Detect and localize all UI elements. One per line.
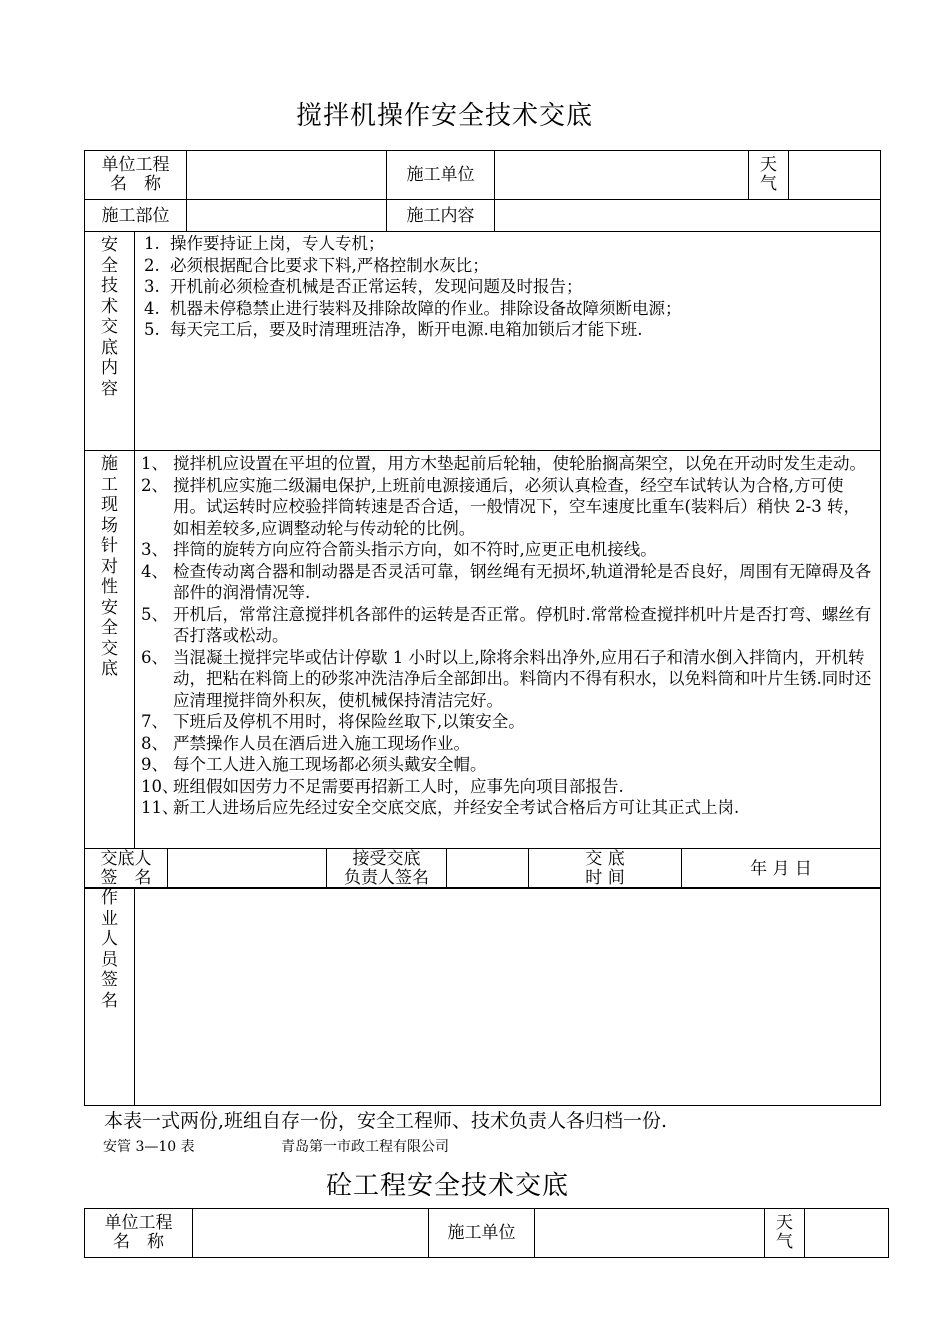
site-item: 7、 下班后及停机不用时，将保险丝取下,以策安全。 xyxy=(141,712,525,731)
content-label: 施工内容 xyxy=(387,200,495,232)
unit-name-label: 单位工程 名 称 xyxy=(85,151,187,200)
site-content xyxy=(135,451,881,849)
discloser-signature[interactable] xyxy=(168,849,327,889)
signature-table xyxy=(84,848,881,889)
document-title-2: 砼工程安全技术交底 xyxy=(326,1171,570,1201)
part-value[interactable] xyxy=(187,200,387,232)
weather-value[interactable] xyxy=(789,151,881,200)
header-table-2 xyxy=(84,1208,889,1258)
builder-label-2: 施工单位 xyxy=(429,1209,535,1258)
site-item: 11、 新工人进场后应先经过安全交底交底，并经安全考试合格后方可让其正式上岗. xyxy=(141,798,740,817)
unit-name-value[interactable] xyxy=(187,151,387,200)
site-item: 2、 搅拌机应实施二级漏电保护,上班前电源接通后，必须认真检查，经空车试转认为合格,方可使用。试运转时应校验拌筒转速是否合适，一般情况下，空车速度比重车(装料后）稍快 2-3 转，如相差较多,应调整动轮与传动轮的比例。 xyxy=(141,475,860,538)
part-label: 施工部位 xyxy=(85,200,187,232)
discloser-label: 交底人 签 名 xyxy=(85,849,168,889)
safety-label: 安全技术交底内容 xyxy=(85,232,135,451)
date-value[interactable]: 年 月 日 xyxy=(682,849,881,889)
site-item: 6、 当混凝土搅拌完毕或估计停歇 1 小时以上,除将余料出净外,应用石子和清水倒入拌筒内，开机转动，把粘在料筒上的砂浆冲洗洁净后全部卸出。料筒内不得有积水，以免料筒和叶片生锈.同时还应清理搅拌筒外积灰，使机械保持清洁完好。 xyxy=(141,647,872,710)
header-table xyxy=(84,150,881,232)
site-item: 1、 搅拌机应设置在平坦的位置，用方木垫起前后轮轴，使轮胎搁高架空，以免在开动时发生走动。 xyxy=(141,454,866,473)
time-label: 交 底 时 间 xyxy=(529,849,682,889)
site-item: 9、 每个工人进入施工现场都必须头戴安全帽。 xyxy=(141,755,487,774)
builder-value-2[interactable] xyxy=(535,1209,765,1258)
site-item: 10、 班组假如因劳力不足需要再招新工人时，应事先向项目部报告. xyxy=(141,776,624,796)
document-title: 搅拌机操作安全技术交底 xyxy=(296,101,594,131)
unit-name-value-2[interactable] xyxy=(193,1209,429,1258)
safety-item: 3. 开机前必须检查机械是否正常运转，发现问题及时报告； xyxy=(144,277,583,296)
workers-label: 作业人员签名 xyxy=(85,888,135,1106)
form-code: 安管 3—10 表 xyxy=(103,1139,195,1155)
weather-value-2[interactable] xyxy=(805,1209,889,1258)
weather-label-2: 天 气 xyxy=(765,1209,805,1258)
safety-content xyxy=(135,232,881,451)
builder-label: 施工单位 xyxy=(387,151,495,200)
site-item: 4、 检查传动离合器和制动器是否灵活可靠，钢丝绳有无损坏,轨道滑轮是否良好，周围有无障碍及各部件的润滑情况等. xyxy=(141,561,872,602)
body-table xyxy=(84,231,881,849)
safety-item: 4. 机器未停稳禁止进行装料及排除故障的作业。排除设备故障须断电源； xyxy=(144,298,682,318)
site-label: 施工现场针对性安全交底 xyxy=(85,451,135,849)
site-item: 5、 开机后，常常注意搅拌机各部件的运转是否正常。停机时.常常检查搅拌机叶片是否打弯、螺丝有否打落或松动。 xyxy=(141,604,872,645)
safety-item: 2. 必须根据配合比要求下料,严格控制水灰比； xyxy=(144,255,489,275)
site-item: 3、 拌筒的旋转方向应符合箭头指示方向，如不符时,应更正电机接线。 xyxy=(141,540,657,559)
builder-value[interactable] xyxy=(495,151,749,200)
content-value[interactable] xyxy=(495,200,881,232)
workers-table xyxy=(84,887,881,1106)
receiver-signature[interactable] xyxy=(447,849,529,889)
safety-item: 1. 操作要持证上岗，专人专机； xyxy=(144,234,385,253)
safety-item: 5. 每天完工后，要及时清理班洁净，断开电源.电箱加锁后才能下班. xyxy=(144,320,643,339)
distribution-note: 本表一式两份,班组自存一份，安全工程师、技术负责人各归档一份. xyxy=(104,1110,668,1132)
receiver-label: 接受交底 负责人签名 xyxy=(327,849,447,889)
weather-label: 天 气 xyxy=(749,151,789,200)
workers-signatures[interactable] xyxy=(135,888,881,1106)
site-item: 8、 严禁操作人员在酒后进入施工现场作业。 xyxy=(141,733,470,753)
unit-name-label-2: 单位工程 名 称 xyxy=(85,1209,193,1258)
company-name: 青岛第一市政工程有限公司 xyxy=(281,1139,449,1155)
